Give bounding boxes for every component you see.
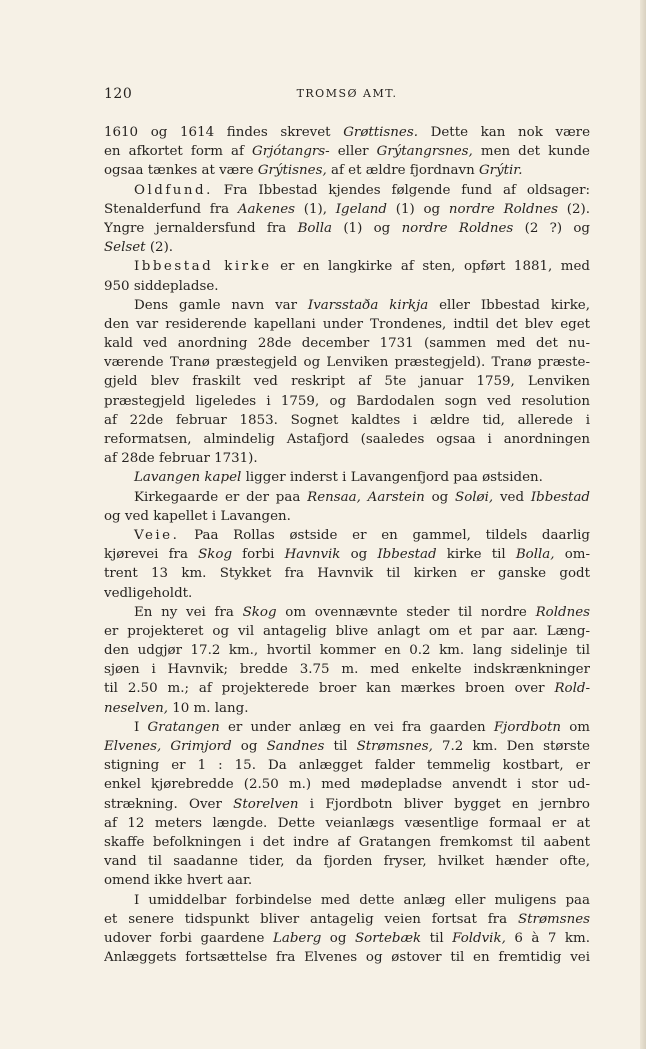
text-line xyxy=(104,564,590,583)
text-line xyxy=(104,296,590,315)
line-text: (1) og xyxy=(387,201,449,217)
line-text: (1) og xyxy=(332,220,402,236)
text-line xyxy=(104,257,590,276)
text-line xyxy=(104,737,590,756)
line-text: af 12 meters længde. Dette veianlægs væsentlige formaal er at xyxy=(104,815,590,831)
text-line xyxy=(104,411,590,430)
page-number: 120 xyxy=(104,86,133,102)
line-text: værende Tranø præstegjeld og Lenviken præstegjeld). Tranø præste- xyxy=(104,355,590,371)
line-text: I umiddelbar forbindelse med dette anlæg eller muligens paa xyxy=(134,892,590,908)
italic-text: Bolla xyxy=(297,220,333,236)
text-line xyxy=(104,929,590,948)
text-line xyxy=(104,756,590,775)
italic-text: Sortebæk xyxy=(354,930,422,946)
line-text: ligger inderst i Lavangenfjord paa østsiden. xyxy=(241,470,543,486)
text-line xyxy=(104,200,590,219)
line-text: og xyxy=(340,547,378,563)
line-text: reformatsen, almindelig Astafjord (saaledes ogsaa i anordningen xyxy=(104,432,590,447)
italic-text: Grýtisnes, xyxy=(257,163,327,179)
line-text: og xyxy=(321,930,355,946)
line-text: Anlæggets fortsættelse fra Elvenes og østover til en fremtidig vei xyxy=(104,950,590,966)
italic-text: Aakenes xyxy=(237,201,296,217)
text-line xyxy=(104,679,590,698)
line-text: præstegjeld ligeledes i 1759, og Bardodalen sogn ved resolution xyxy=(104,393,590,409)
line-text: er projekteret og vil antagelig blive anlagt om et par aar. Læng- xyxy=(104,623,590,639)
line-text: ved xyxy=(493,489,531,505)
text-line xyxy=(104,622,590,641)
line-text: kirke til xyxy=(436,547,516,563)
text-line xyxy=(104,584,590,603)
italic-text: Grýtangrsnes, xyxy=(376,144,473,160)
text-line xyxy=(104,392,590,411)
text-line xyxy=(104,948,590,967)
text-line xyxy=(104,315,590,334)
line-text: til 2.50 m.; af projekterede broer kan mærkes broen over xyxy=(104,681,555,697)
line-text: er en langkirke af sten, opført 1881, med xyxy=(271,259,590,275)
line-text: 6 à 7 km. xyxy=(505,930,590,946)
text-line xyxy=(104,718,590,737)
line-text: kald ved anordning 28de december 1731 (sammen med det nu- xyxy=(104,336,590,352)
line-text: og xyxy=(231,739,267,754)
italic-text: Igeland xyxy=(335,201,387,217)
line-text: Dette kan nok være xyxy=(417,125,590,140)
line-text: om xyxy=(561,719,590,735)
italic-text: nordre Roldnes xyxy=(401,220,514,236)
line-text: eller xyxy=(329,144,377,160)
line-text: til xyxy=(324,739,357,754)
line-text: en afkortet form af xyxy=(104,144,253,160)
italic-text: Selset xyxy=(104,240,146,256)
spaced-heading: Veie. xyxy=(134,527,180,543)
text-line xyxy=(104,181,590,200)
line-text: men det kunde xyxy=(472,144,590,160)
text-line xyxy=(104,372,590,391)
italic-text: Skog xyxy=(242,604,277,620)
line-text: den udgjør 17.2 km., hvortil kommer en 0.2 km. lang sidelinje til xyxy=(104,643,590,659)
italic-text: neselven, xyxy=(104,700,168,716)
text-line xyxy=(104,334,590,353)
line-text: om- xyxy=(554,547,590,563)
text-line xyxy=(104,660,590,679)
line-text: sjøen i Havnvik; bredde 3.75 m. med enkelte indskrænkninger xyxy=(104,662,590,678)
page-edge-shadow xyxy=(640,0,646,1049)
line-text: Dens gamle navn var xyxy=(134,297,308,313)
line-text: om ovennævnte steder til nordre xyxy=(276,604,536,620)
line-text: af 22de februar 1853. Sognet kaldtes i ældre tid, allerede i xyxy=(104,412,590,428)
italic-text: Gratangen xyxy=(147,719,220,735)
text-line xyxy=(104,775,590,794)
text-line xyxy=(104,833,590,852)
italic-text: Soløi, xyxy=(455,489,494,505)
italic-text: Foldvik, xyxy=(452,930,506,946)
line-text: Yngre jernaldersfund fra xyxy=(104,220,298,236)
italic-text: Laberg xyxy=(272,930,322,946)
italic-text: Grjótangrs- xyxy=(252,144,330,160)
line-text: skaffe befolkningen i det indre af Gratangen fremkomst til aabent xyxy=(104,834,590,850)
italic-text: Fjordbotn xyxy=(493,719,561,735)
line-text: og ved kapellet i Lavangen. xyxy=(104,508,291,524)
line-text: udover forbi gaardene xyxy=(104,930,273,946)
page-header xyxy=(104,86,590,108)
line-text: vand til saadanne tider, da fjorden fryser, hvilket hænder ofte, xyxy=(104,854,590,870)
text-line xyxy=(104,430,590,449)
line-text: er under anlæg en vei fra gaarden xyxy=(219,719,494,735)
italic-text: Ibbestad xyxy=(377,547,437,563)
text-line xyxy=(104,699,590,718)
italic-text: Grýtir. xyxy=(478,163,523,179)
italic-text: Havnvik xyxy=(284,547,341,563)
line-text: et senere tidspunkt bliver antagelig veien fortsat fra xyxy=(104,911,518,927)
text-line xyxy=(104,277,590,296)
italic-text: Strømsnes xyxy=(517,911,590,927)
text-line xyxy=(104,910,590,929)
line-text: forbi xyxy=(232,547,285,563)
text-line xyxy=(104,507,590,526)
text-line xyxy=(104,161,590,180)
italic-text: Elvenes, xyxy=(104,739,162,754)
text-line xyxy=(104,795,590,814)
line-text: i Fjordbotn bliver bygget en jernbro xyxy=(298,796,590,812)
text-line xyxy=(104,814,590,833)
italic-text: Grøttisnes. xyxy=(343,125,418,140)
line-text: (2). xyxy=(145,240,174,256)
line-text: En ny vei fra xyxy=(134,604,243,620)
line-text: strækning. Over xyxy=(104,796,234,812)
italic-text: Storelven xyxy=(233,796,299,812)
line-text: vedligeholdt. xyxy=(104,585,193,601)
line-text: gjeld blev fraskilt ved reskript af 5te januar 1759, Lenviken xyxy=(104,374,590,390)
text-line xyxy=(104,123,590,142)
line-text: enkel kjørebredde (2.50 m.) med mødepladse anvendt i stor ud- xyxy=(104,777,590,793)
spaced-heading: Oldfund. xyxy=(134,182,213,198)
text-line xyxy=(104,142,590,161)
text-line xyxy=(104,891,590,910)
line-text: eller Ibbestad kirke, xyxy=(428,297,590,313)
line-text: Paa Rollas østside er en gammel, tildels daarlig xyxy=(179,527,590,543)
italic-text: Rold- xyxy=(554,681,590,697)
line-text: kjørevei fra xyxy=(104,547,199,563)
text-line xyxy=(104,219,590,238)
line-text: Fra Ibbestad kjendes følgende fund af oldsager: xyxy=(212,182,590,198)
book-page xyxy=(104,86,590,967)
line-text: ogsaa tænkes at være xyxy=(104,163,258,179)
text-line xyxy=(104,603,590,622)
italic-text: Ibbestad xyxy=(530,489,590,505)
line-text: 1610 og 1614 findes skrevet xyxy=(104,125,344,140)
body-text xyxy=(104,123,590,967)
text-line xyxy=(104,526,590,545)
text-line xyxy=(104,449,590,468)
line-text: trent 13 km. Stykket fra Havnvik til kirken er ganske godt xyxy=(104,566,590,582)
text-line xyxy=(104,488,590,507)
line-text: omend ikke hvert aar. xyxy=(104,873,253,889)
line-text: af 28de februar 1731). xyxy=(104,451,258,467)
italic-text: Roldnes xyxy=(535,604,590,620)
text-line xyxy=(104,871,590,890)
text-line xyxy=(104,468,590,487)
italic-text: Rensaa, Aarstein xyxy=(307,489,425,505)
text-line xyxy=(104,852,590,871)
italic-text: Strømsnes, xyxy=(356,739,433,754)
line-text: til xyxy=(421,930,453,946)
line-text: Stenalderfund fra xyxy=(104,201,238,217)
text-line xyxy=(104,545,590,564)
running-title: TROMSØ AMT. xyxy=(296,87,398,100)
line-text: 10 m. lang. xyxy=(168,700,249,716)
line-text: (1), xyxy=(295,201,336,217)
line-text: og xyxy=(424,489,456,505)
italic-text: Lavangen kapel xyxy=(134,470,242,486)
text-line xyxy=(104,238,590,257)
line-text: Kirkegaarde er der paa xyxy=(134,489,308,505)
line-text: 7.2 km. Den største xyxy=(432,739,590,754)
line-text: (2). xyxy=(558,201,590,217)
line-text: af et ældre fjordnavn xyxy=(326,163,479,179)
text-line xyxy=(104,641,590,660)
line-text: (2 ?) og xyxy=(513,220,590,236)
italic-text: Bolla, xyxy=(515,547,555,563)
line-text: stigning er 1 : 15. Da anlægget falder temmelig kostbart, er xyxy=(104,758,590,774)
line-text: 950 siddepladse. xyxy=(104,278,219,294)
text-line xyxy=(104,353,590,372)
spaced-heading: Ibbestad kirke xyxy=(134,259,272,275)
line-text: I xyxy=(134,719,148,735)
italic-text: nordre Roldnes xyxy=(448,201,559,217)
italic-text: Sandnes xyxy=(266,739,325,754)
line-text: den var residerende kapellani under Trondenes, indtil det blev eget xyxy=(104,316,590,332)
italic-text: Grimjord xyxy=(170,739,232,754)
italic-text: Skog xyxy=(198,547,233,563)
italic-text: Ivarsstaðа kirkja xyxy=(307,297,429,313)
